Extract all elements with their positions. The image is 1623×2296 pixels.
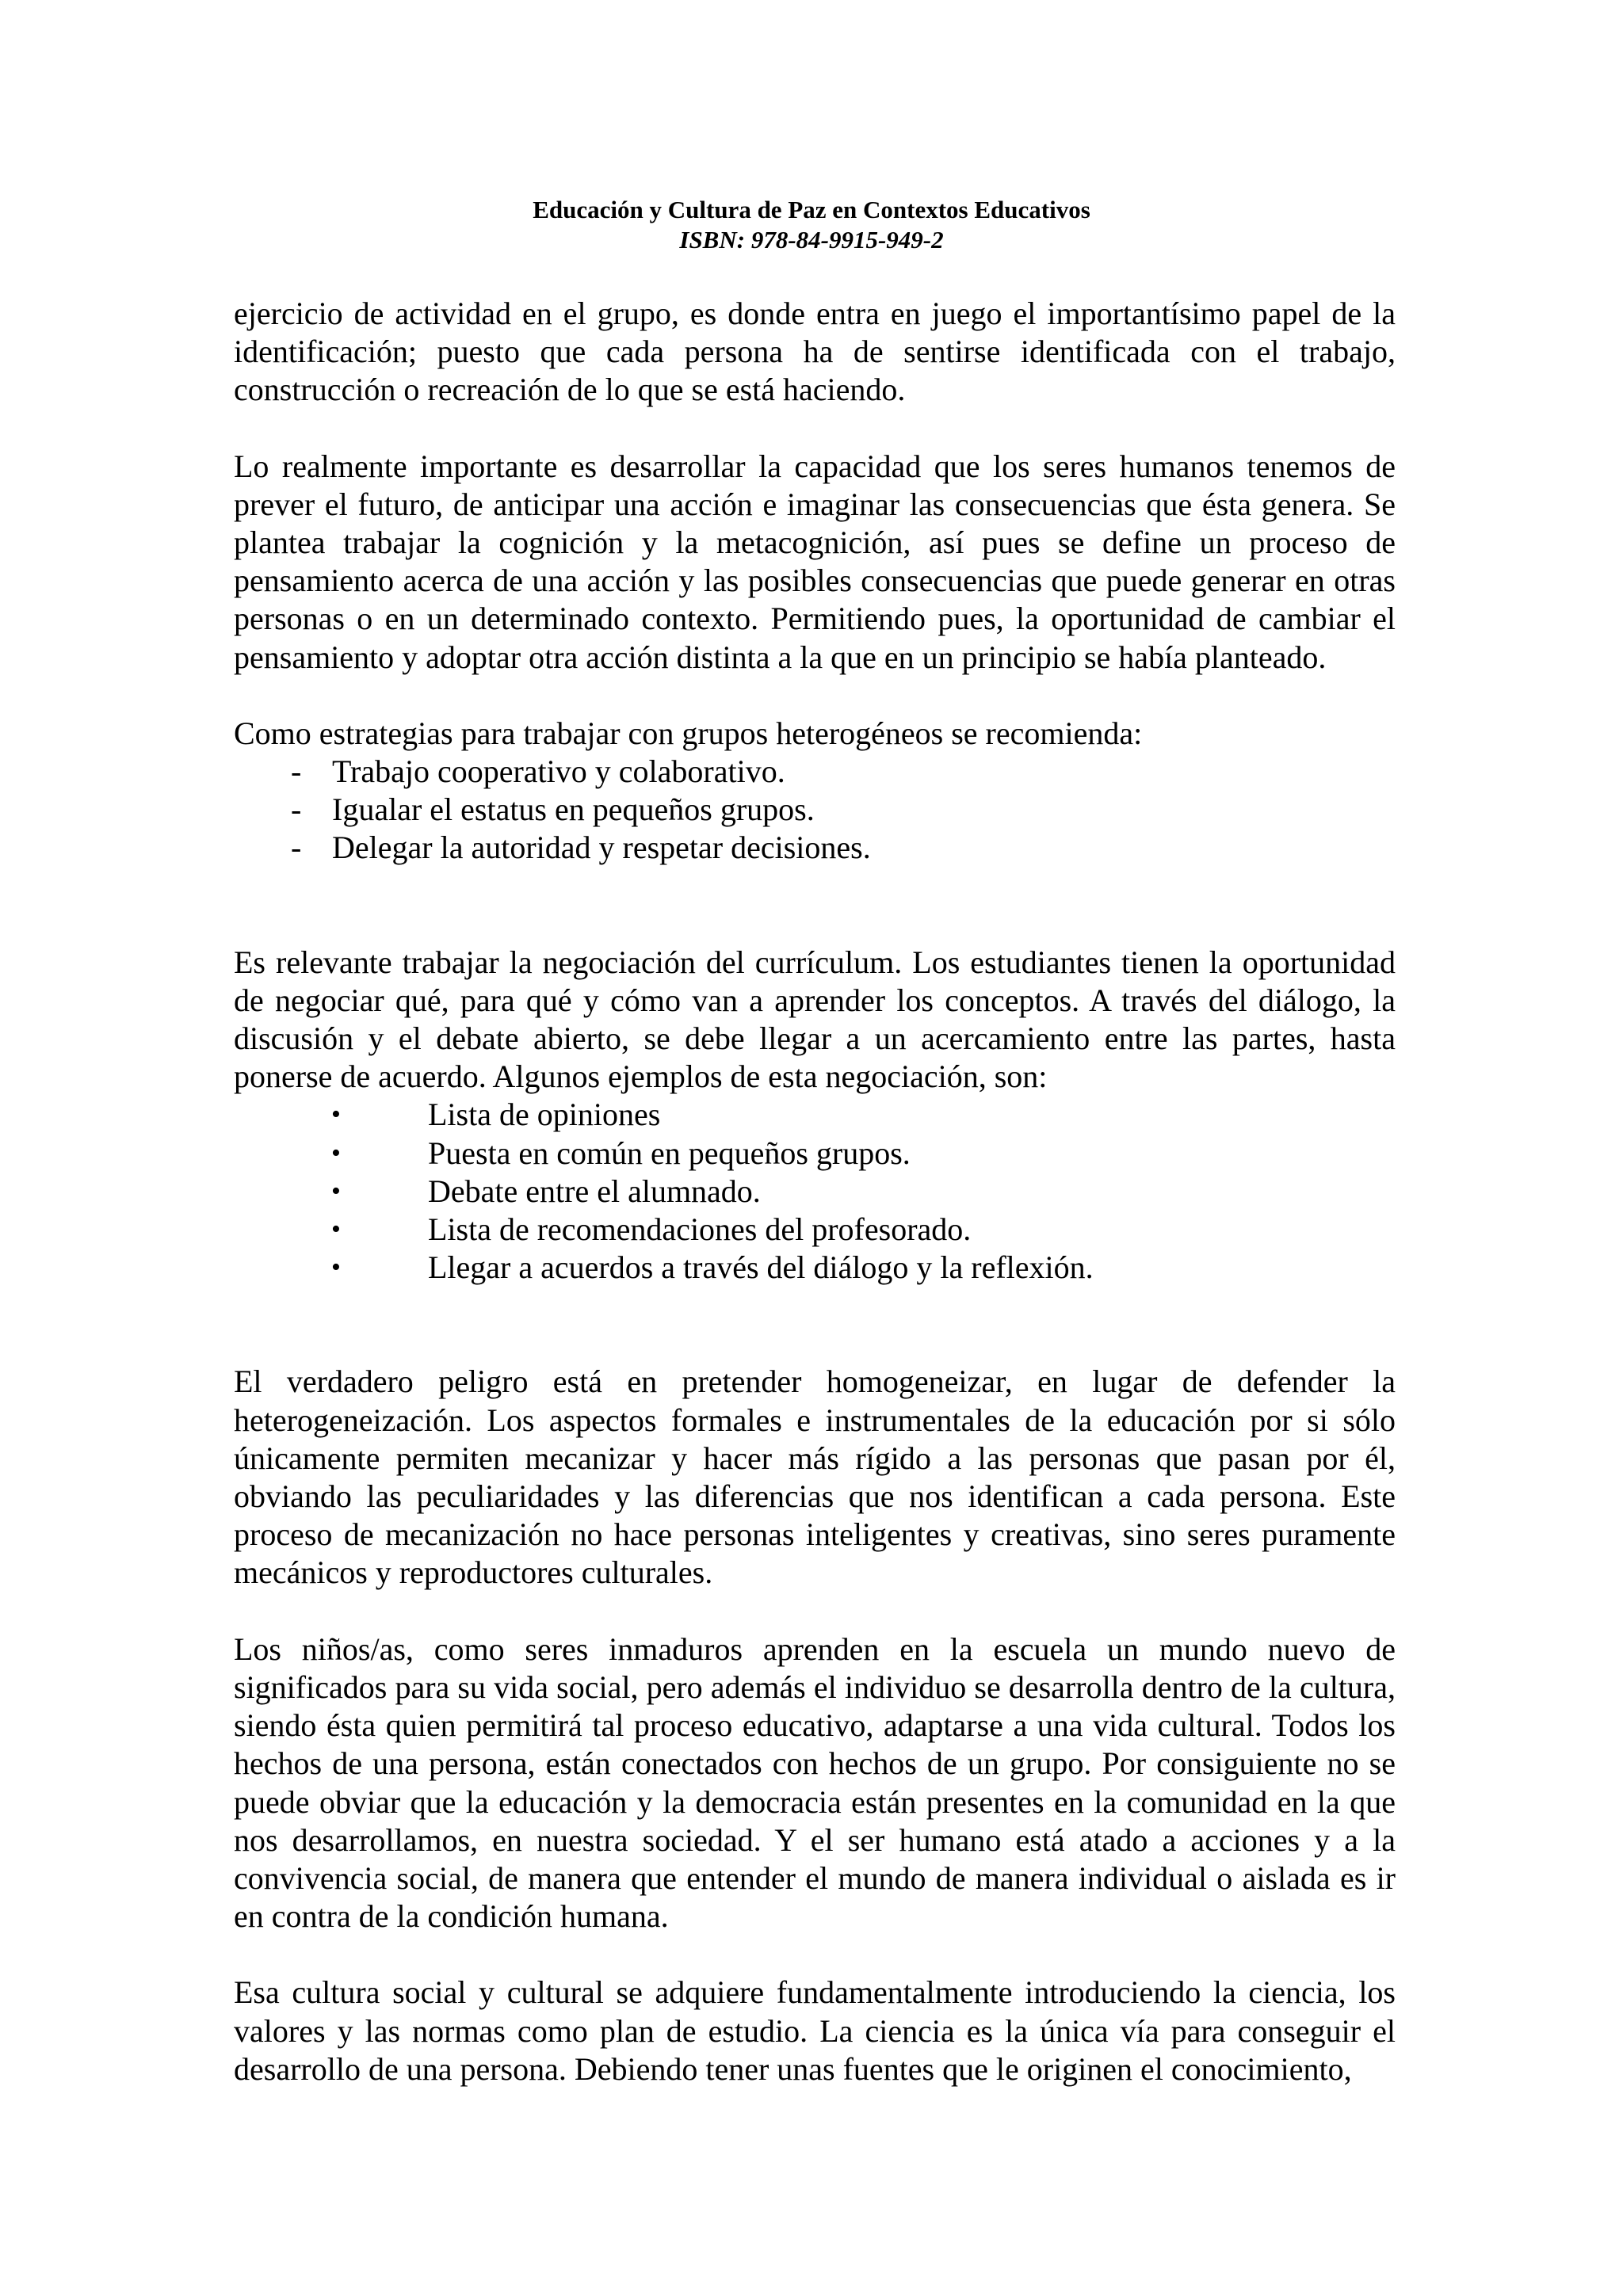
paragraph-spacer	[234, 410, 1396, 448]
strategies-dash-list	[234, 753, 1396, 868]
list-item	[234, 1135, 1396, 1173]
paragraph-estrategias-intro: Como estrategias para trabajar con grupos heterogéneos se recomienda:	[234, 715, 1143, 751]
list-item-text: Trabajo cooperativo y colaborativo.	[332, 753, 785, 790]
header-isbn: ISBN: 978-84-9915-949-2	[679, 226, 944, 254]
paragraph-spacer	[234, 1936, 1396, 1974]
paragraph-peligro: El verdadero peligro está en pretender homogeneizar, en lugar de defender la heterogeneización. Los aspectos formales e instrumentales de la educación por si sólo únicamente permiten mecanizar y hacer más rígido a las personas que pasan por él, obviando las peculiaridades y las diferencias que nos identifican a cada persona. Este proceso de mecanización no hace personas inteligentes y creativas, sino seres puramente mecánicos y reproductores culturales.	[234, 1363, 1396, 1591]
dash-marker: -	[291, 830, 302, 866]
bullet-marker: •	[331, 1138, 341, 1168]
paragraph-negociacion: Es relevante trabajar la negociación del currículum. Los estudiantes tienen la oportunidad de negociar qué, para qué y cómo van a aprender los conceptos. A través del diálogo, la discusión y el debate abierto, se debe llegar a un acercamiento entre las partes, hasta ponerse de acuerdo. Algunos ejemplos de esta negociación, son:	[234, 944, 1396, 1095]
paragraph-spacer	[234, 868, 1396, 944]
bullet-marker: •	[331, 1100, 341, 1130]
list-item-text: Igualar el estatus en pequeños grupos.	[332, 791, 815, 828]
list-item-text: Lista de recomendaciones del profesorado.	[428, 1211, 972, 1248]
list-item-text: Delegar la autoridad y respetar decisiones.	[332, 830, 871, 866]
paragraph-identificacion: ejercicio de actividad en el grupo, es donde entra en juego el importantísimo papel de la identificación; puesto que cada persona ha de sentirse identificada con el trabajo, construcción o recreación de lo que se está haciendo.	[234, 296, 1396, 408]
page-header	[0, 195, 1623, 255]
list-item	[234, 753, 1396, 791]
list-item	[234, 791, 1396, 829]
list-item	[234, 1249, 1396, 1287]
bullet-marker: •	[331, 1176, 341, 1206]
dash-marker: -	[291, 753, 302, 790]
paragraph-spacer	[234, 677, 1396, 715]
paragraph-ninos: Los niños/as, como seres inmaduros aprenden en la escuela un mundo nuevo de significados para su vida social, pero además el individuo se desarrolla dentro de la cultura, siendo ésta quien permitirá tal proceso educativo, adaptarse a una vida cultural. Todos los hechos de una persona, están conectados con hechos de un grupo. Por consiguiente no se puede obviar que la educación y la democracia están presentes en la comunidad en la que nos desarrollamos, en nuestra sociedad. Y el ser humano está atado a acciones y a la convivencia social, de manera que entender el mundo de manera individual o aislada es ir en contra de la condición humana.	[234, 1630, 1396, 1935]
list-item	[234, 829, 1396, 867]
list-item-text: Llegar a acuerdos a través del diálogo y la reflexión.	[428, 1249, 1094, 1286]
paragraph-spacer	[234, 1592, 1396, 1630]
list-item	[234, 1173, 1396, 1211]
paragraph-cultura: Esa cultura social y cultural se adquiere fundamentalmente introduciendo la ciencia, los valores y las normas como plan de estudio. La ciencia es la única vía para conseguir el desarrollo de una persona. Debiendo tener unas fuentes que le originen el conocimiento,	[234, 1974, 1396, 2087]
list-item	[234, 1211, 1396, 1249]
dash-marker: -	[291, 791, 302, 828]
list-item-text: Debate entre el alumnado.	[428, 1173, 761, 1209]
bullet-marker: •	[331, 1253, 341, 1283]
bullet-marker: •	[331, 1215, 341, 1245]
negotiation-bullet-list	[234, 1096, 1396, 1287]
list-item-text: Lista de opiniones	[428, 1097, 661, 1133]
document-body	[234, 295, 1396, 2088]
header-title: Educación y Cultura de Paz en Contextos Educativos	[533, 196, 1090, 223]
list-item-text: Puesta en común en pequeños grupos.	[428, 1135, 911, 1171]
paragraph-spacer	[234, 1287, 1396, 1363]
paragraph-capacidad: Lo realmente importante es desarrollar la capacidad que los seres humanos tenemos de prever el futuro, de anticipar una acción e imaginar las consecuencias que ésta genera. Se plantea trabajar la cognición y la metacognición, así pues se define un proceso de pensamiento acerca de una acción y las posibles consecuencias que puede generar en otras personas o en un determinado contexto. Permitiendo pues, la oportunidad de cambiar el pensamiento y adoptar otra acción distinta a la que en un principio se había planteado.	[234, 448, 1396, 675]
list-item	[234, 1096, 1396, 1134]
